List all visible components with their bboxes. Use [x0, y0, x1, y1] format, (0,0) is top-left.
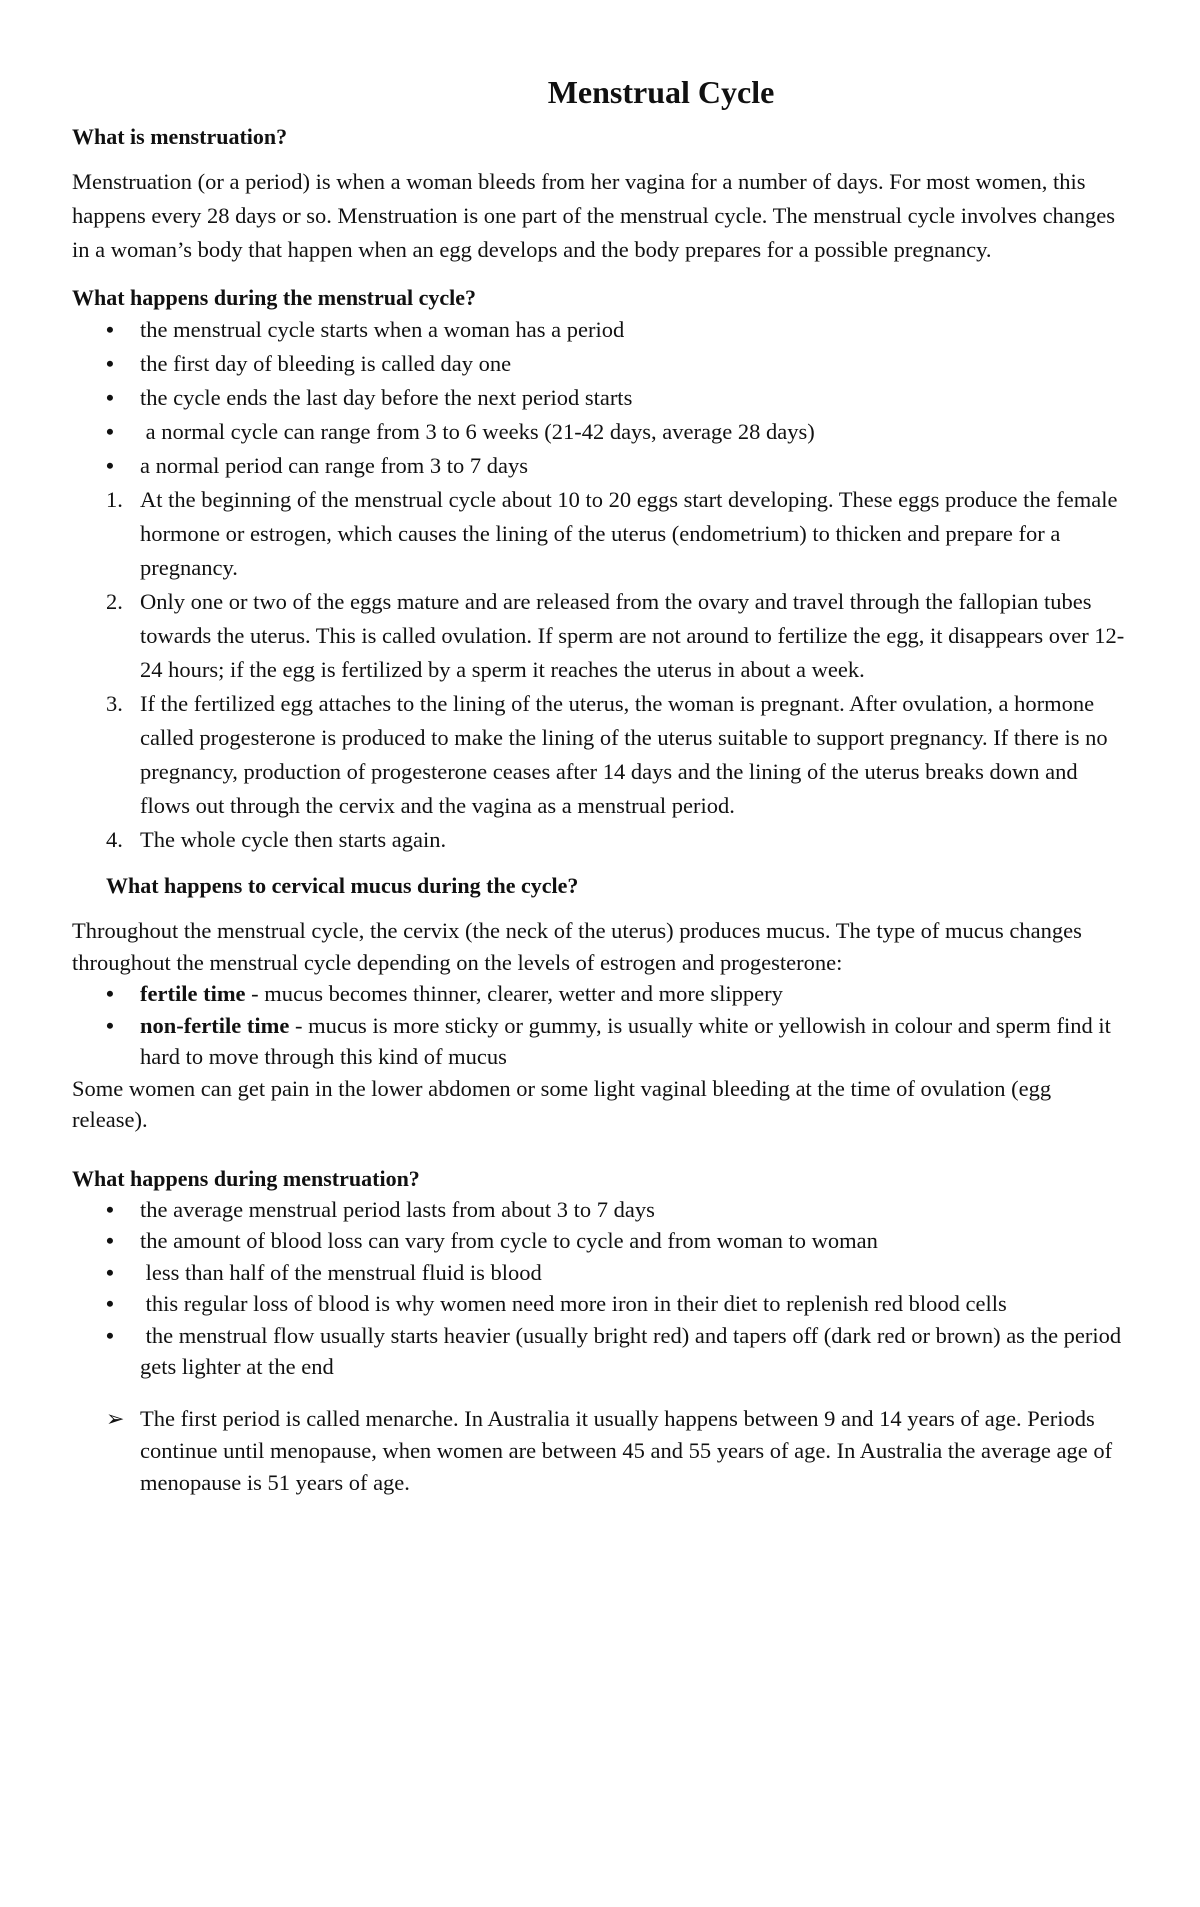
list-item: • fertile time - mucus becomes thinner, clearer, wetter and more slippery: [72, 978, 1130, 1010]
list-item: • the cycle ends the last day before the next period starts: [72, 381, 1130, 415]
bullet-marker: •: [106, 1259, 114, 1285]
numbered-item: 2. Only one or two of the eggs mature and are released from the ovary and travel through the fallopian tubes towards the uterus. This is called ovulation. If sperm are not around to fertilize the egg, it disappears over 12-24 hours; if the egg is fertilized by a sperm it reaches the uterus in about a week.: [72, 585, 1130, 687]
list-item: ➢ The first period is called menarche. In Australia it usually happens between 9 and 14 years of age. Periods continue until menopause, when women are between 45 and 55 years of age. In Australia the average age of menopause is 51 years of age.: [72, 1403, 1130, 1499]
list-item: • a normal cycle can range from 3 to 6 weeks (21-42 days, average 28 days): [72, 415, 1130, 449]
bullet-list: [72, 313, 1130, 483]
list-item: • the menstrual flow usually starts heavier (usually bright red) and tapers off (dark red or brown) as the period gets lighter at the end: [72, 1320, 1130, 1383]
list-item: • non-fertile time - mucus is more sticky or gummy, is usually white or yellowish in colour and sperm find it hard to move through this kind of mucus: [72, 1010, 1130, 1073]
term-fertile-time: fertile time: [140, 981, 246, 1006]
bullet-marker: •: [106, 351, 114, 376]
bullet-marker: •: [106, 385, 114, 410]
term-non-fertile-time: non-fertile time: [140, 1012, 290, 1038]
section-paragraph: Menstruation (or a period) is when a woman bleeds from her vagina for a number of days. For most women, this happens every 28 days or so. Menstruation is one part of the menstrual cycle. The menstrual cycle involves changes in a woman’s body that happen when an egg develops and the body prepares for a possible pregnancy.: [72, 169, 1116, 262]
numbered-list: [72, 483, 1130, 857]
numbered-item: 4. The whole cycle then starts again.: [72, 823, 1130, 857]
section-menstrual-cycle: [72, 283, 1130, 857]
bullet-marker: •: [106, 453, 114, 478]
number-marker: 3.: [106, 691, 123, 716]
bullet-list: [72, 978, 1130, 1073]
section-paragraph: Throughout the menstrual cycle, the cervix (the neck of the uterus) produces mucus. The type of mucus changes throughout the menstrual cycle depending on the levels of estrogen and progesterone:: [72, 918, 1082, 975]
section-heading: What is menstruation?: [72, 124, 288, 149]
list-item: • the average menstrual period lasts from about 3 to 7 days: [72, 1194, 1130, 1226]
arrow-bullet-icon: ➢: [106, 1405, 125, 1431]
number-marker: 2.: [106, 589, 123, 614]
section-heading: What happens during menstruation?: [72, 1165, 420, 1191]
number-marker: 4.: [106, 827, 123, 852]
numbered-item: 3. If the fertilized egg attaches to the lining of the uterus, the woman is pregnant. After ovulation, a hormone called progesterone is produced to make the lining of the uterus suitable to support pregnancy. If there is no pregnancy, production of progesterone ceases after 14 days and the lining of the uterus breaks down and flows out through the cervix and the vagina as a menstrual period.: [72, 687, 1130, 823]
bullet-list: [72, 1194, 1130, 1383]
section-what-is-menstruation: [72, 122, 1130, 267]
arrow-list: [72, 1403, 1130, 1499]
bullet-marker: •: [106, 1012, 114, 1038]
bullet-marker: •: [106, 419, 114, 444]
page-title: Menstrual Cycle: [547, 74, 775, 110]
number-marker: 1.: [106, 487, 123, 512]
bullet-marker: •: [106, 1322, 114, 1348]
bullet-marker: •: [106, 1196, 114, 1222]
bullet-marker: •: [106, 1291, 114, 1316]
document-page: [0, 72, 1200, 1907]
bullet-marker: •: [106, 981, 114, 1006]
section-heading: What happens to cervical mucus during the cycle?: [106, 873, 579, 898]
section-paragraph: Some women can get pain in the lower abdomen or some light vaginal bleeding at the time of ovulation (egg release).: [72, 1075, 1052, 1132]
bullet-marker: •: [106, 317, 114, 342]
section-heading: What happens during the menstrual cycle?: [72, 285, 476, 310]
section-cervical-mucus: [72, 871, 1130, 1136]
list-item: • the menstrual cycle starts when a woman has a period: [72, 313, 1130, 347]
section-during-menstruation: [72, 1164, 1130, 1499]
list-item: • the amount of blood loss can vary from cycle to cycle and from woman to woman: [72, 1225, 1130, 1257]
bullet-marker: •: [106, 1228, 114, 1253]
list-item: • a normal period can range from 3 to 7 days: [72, 449, 1130, 483]
numbered-item: 1. At the beginning of the menstrual cycle about 10 to 20 eggs start developing. These eggs produce the female hormone or estrogen, which causes the lining of the uterus (endometrium) to thicken and prepare for a pregnancy.: [72, 483, 1130, 585]
list-item: • less than half of the menstrual fluid is blood: [72, 1257, 1130, 1289]
list-item: • the first day of bleeding is called day one: [72, 347, 1130, 381]
list-item: • this regular loss of blood is why women need more iron in their diet to replenish red blood cells: [72, 1288, 1130, 1320]
